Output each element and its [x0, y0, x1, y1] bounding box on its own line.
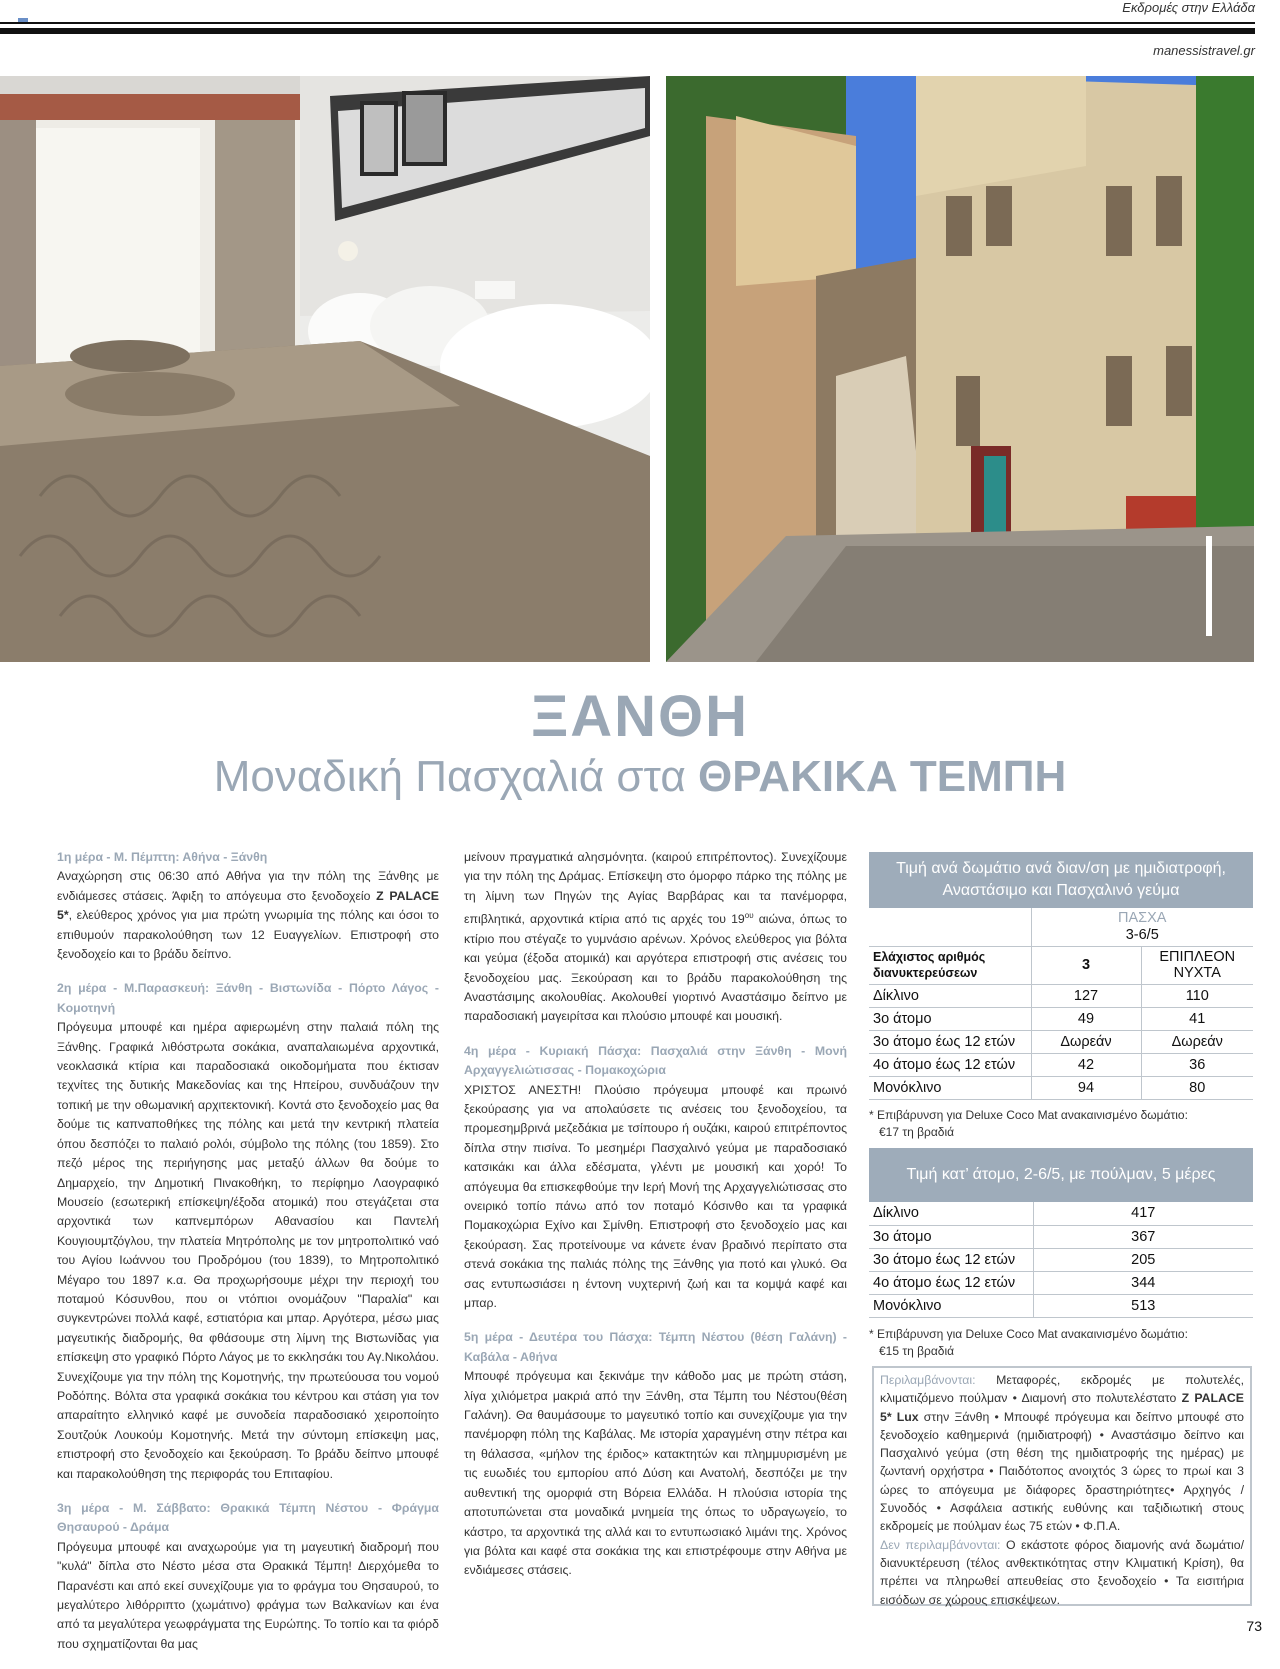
- extra-night-line1: ΕΠΙΠΛΕΟΝ: [1159, 949, 1236, 965]
- note-line2: €15 τη βραδιά: [879, 1344, 955, 1358]
- row-label: 3ο άτομο: [869, 1007, 1031, 1030]
- min-nights-value: 3: [1031, 946, 1141, 984]
- table-row: [869, 1076, 1253, 1099]
- header-rule-thick: [0, 28, 1255, 34]
- included-hotel: Z PALACE 5* Lux: [880, 1391, 1244, 1424]
- extra-night-header: [1141, 946, 1253, 984]
- row-extra: 80: [1141, 1076, 1253, 1099]
- row-label: 3ο άτομο: [869, 1225, 1033, 1248]
- row-label: 4ο άτομο έως 12 ετών: [869, 1271, 1033, 1294]
- table-row: [869, 1202, 1253, 1225]
- row-extra: 41: [1141, 1007, 1253, 1030]
- row-label: 3ο άτομο έως 12 ετών: [869, 1030, 1031, 1053]
- day-1-title: 1η μέρα - Μ. Πέμπτη: Αθήνα - Ξάνθη: [57, 850, 268, 864]
- day-1-text-b: , ελεύθερος χρόνος για μια πρώτη γνωριμία της πόλης και όσοι το επιθυμούν παρακολούθηση των 12 Ευαγγελίων. Επιστροφή στο ξενοδοχείο και το βράδυ δείπνο.: [57, 908, 439, 962]
- day-1-text-a: Αναχώρηση στις 06:30 από Αθήνα για την πόλη της Ξάνθης με ενδιάμεσες στάσεις. Άφιξη το απόγευμα στο ξενοδοχείο: [57, 869, 439, 903]
- price-table-room: [869, 852, 1253, 1100]
- note-line1: * Επιβάρυνση για Deluxe Coco Mat ανακαινισμένο δωμάτιο:: [869, 1108, 1188, 1122]
- section-title: Εκδρομές στην Ελλάδα: [1122, 0, 1255, 15]
- day-5-text: Μπουφέ πρόγευμα και ξεκινάμε την κάθοδο μας με πρώτη στάση, λίγα χιλιόμετρα μακριά από την Ξάνθη, στα Τέμπη του Νέστου(θέση Γαλάνη). Θα θαυμάσουμε το μαγευτικό τοπίο και συνεχίζουμε για την πανέμορφη πόλη της Καβάλας. Με ιστορία χαραγμένη στην πέτρα και τη θάλασσα, «μήλον της έριδος» κατακτητών και πλημμυρισμένη με τις ευωδιές του εμπορίου από Δύση και Ανατολή, δεσπόζει με την αυθεντική της ομορφιά στη Βόρεια Ελλάδα. Η πλούσια ιστορία της αποτυπώνεται στα μοναδικά μνημεία της όπως το υδραγωγείο, το κάστρο, τα αρχοντικά της αλλά και το εντυπωσιακό λιμάνι της. Χρόνος για βόλτα και καφέ στα σοκάκια της και επιστρέφουμε στην Αθήνα με ενδιάμεσες στάσεις.: [464, 1369, 847, 1578]
- day-3-text: Πρόγευμα μπουφέ και αναχωρούμε για τη μαγευτική διαδρομή που "κυλά" δίπλα στο Νέστο μέσα στα Θρακικά Τέμπη! Διερχόμεθα το Παρανέστι και από εκεί συνεχίζουμε για το φράγμα του Θησαυρού, το μεγαλύτερο λιθόρριπτο (χωμάτινο) φράγμα των Βαλκανίων και ένα από τα μεγαλύτερα γεωφράγματα της Ευρώπης. Το τοπίο και τα φιόρδ που σχηματίζονται θα μας: [57, 1539, 439, 1651]
- period-dates: 3-6/5: [1125, 926, 1159, 943]
- day-5-title: 5η μέρα - Δευτέρα του Πάσχα: Τέμπη Νέστου (θέση Γαλάνη) - Καβάλα - Αθήνα: [464, 1330, 847, 1364]
- row-label: 4ο άτομο έως 12 ετών: [869, 1053, 1031, 1076]
- row-price: 344: [1033, 1271, 1253, 1294]
- day-1-text: [57, 867, 439, 964]
- price-table-person: [869, 1148, 1253, 1318]
- included-text-b: στην Ξάνθη • Μπουφέ πρόγευμα και δείπνο μπουφέ στο ξενοδοχείο καθημερινά (ημιδιατροφή) • Αναστάσιμο δείπνο και Πασχαλινό γεύμα (στη θέση της ημιδιατροφής της ημέρας) με ζωντανή ορχήστρα • Παιδότοπος ανοιχτός 3 ώρες το πρωί και 3 ώρες το απόγευμα με διάφορες δραστηριότητες• Αρχηγός / Συνοδός • Ασφάλεια αστικής ευθύνης και ταξιδιωτική στους εκδρομείς με πούλμαν έως 75 ετών • Φ.Π.Α.: [880, 1409, 1244, 1534]
- not-included-text: Ο εκάστοτε φόρος διαμονής ανά δωμάτιο/διανυκτέρευση (τέλος ανθεκτικότητας στην Κλιματική Κρίση), θα πρέπει να πληρωθεί απευθείας στο ξενοδοχείο • Τα εισιτήρια εισόδων σε χώρους επισκέψεων.: [880, 1537, 1244, 1607]
- row-price: 513: [1033, 1294, 1253, 1317]
- included-box: [872, 1366, 1252, 1606]
- price-table-person-note: [869, 1326, 1253, 1360]
- price-table-room-heading-line1: Τιμή ανά δωμάτιο ανά διαν/ση με ημιδιατροφή,: [896, 860, 1226, 877]
- min-nights-label-line1: Ελάχιστος αριθμός: [873, 950, 986, 964]
- row-label: 3ο άτομο έως 12 ετών: [869, 1248, 1033, 1271]
- itinerary-column-1: [57, 848, 439, 1669]
- table-row: [869, 1030, 1253, 1053]
- day-2-text: Πρόγευμα μπουφέ και ημέρα αφιερωμένη στην παλαιά πόλη της Ξάνθης. Γραφικά λιθόστρωτα σοκάκια, αναπαλαιωμένα αρχοντικά, νεοκλασικά κτίρια και παραδοσιακά οικοδομήματα που έκτισαν τεχνίτες της δυτικής Μακεδονίας και της Ηπείρου, συνδυάζουν την τοπική με την οθωμανική αρχιτεκτονική. Κοντά στο ξενοδοχείο μας θα δούμε τις καπναποθήκες της πόλης και μετά την κεντρική πλατεία όπου δεσπόζει το παλαιό ρολόι, σύμβολο της πόλης (του 1859). Στο πεζό μέρος της περιήγησης μας μεταξύ άλλων θα δούμε το Δημαρχείο, την Δημοτική Πινακοθήκη, το περίφημο Λαογραφικό Μουσείο (εσωτερική επίσκεψη/έξοδα ατομικά) που στεγάζεται στα αρχοντικά των καπνεμπόρων Αθανασίου και Παντελή Κουγιουμτζόγλου, την πλατεία Μητρόπολης με τον μητροπολιτικό ναό του Αγίου Ιωάννου του Προδρόμου (του 1839), το Μητροπολιτικό Μέγαρο του 1897 κ.α. Θα προχωρήσουμε μέχρι την περιοχή του ποταμού Κόσυνθου, που οι ντόπιοι ονομάζουν "Παραλία" και συγκεντρώνει πολλά καφέ, εστιατόρια και μπαρ. Αργότερα, μέσω μιας μαγευτικής διαδρομής, θα φθάσουμε στη λίμνη της Βιστωνίδας για επίσκεψη στο γραφικό Πόρτο Λάγος με το εκκλησάκι του Αγ.Νικολάου. Συνεχίζουμε για την πόλη της Κομοτηνής, την πρωτεύουσα του νομού Ροδόπης. Βόλτα στα γραφικά σοκάκια του κέντρου και στάση για τον απαραίτητο ελληνικό καφέ με συνοδεία παραδοσιακό χειροποίητο Σουτζούκ Λουκούμ Κομοτηνής. Μετά την σύντομη επίσκεψη μας, επιστροφή στο ξενοδοχείο και ξεκούραση. Το βράδυ δείπνο μπουφέ και παρακολούθηση της περιφοράς του Επιταφίου.: [57, 1020, 439, 1481]
- header-rule-thin: [0, 22, 1255, 24]
- row-price: 367: [1033, 1225, 1253, 1248]
- day-4: [464, 1042, 847, 1314]
- included-text-a: Μεταφορές, εκδρομές με πολυτελές, κλιματιζόμενο πούλμαν • Διαμονή στο πολυτελέστατο: [880, 1373, 1244, 1406]
- day-3: [57, 1499, 439, 1654]
- day-5: [464, 1328, 847, 1580]
- row-price: 42: [1031, 1053, 1141, 1076]
- itinerary-column-2: [464, 848, 847, 1596]
- price-table-person-heading: Τιμή κατ’ άτομο, 2-6/5, με πούλμαν, 5 μέρες: [869, 1148, 1253, 1202]
- day-3-cont-b: αιώνα, όπως το κτίριο που στέγαζε το γυμνάσιο αρένων. Χρόνος ελεύθερος για βόλτα και γεύμα (έξοδα ατομικά) και αργότερα επιστροφή στις ανέσεις του ξενοδοχείου μας. Ξεκούραση και το βράδυ παρακολούθηση της Αναστάσιμης ακολουθίας. Ακολουθεί γιορτινό Αναστάσιμο δείπνο με παραδοσιακή μαγειρίτσα και πλούσιο μπουφέ και μουσική.: [464, 912, 847, 1024]
- price-table-room-heading: [869, 852, 1253, 908]
- page-subtitle: [0, 752, 1280, 802]
- row-price: 94: [1031, 1076, 1141, 1099]
- day-1-hotel: Z PALACE 5*: [57, 888, 440, 923]
- day-2: [57, 979, 439, 1484]
- table-row: [869, 1271, 1253, 1294]
- row-price: 417: [1033, 1202, 1253, 1225]
- hotel-room-photo: [0, 76, 650, 662]
- row-price: Δωρεάν: [1031, 1030, 1141, 1053]
- row-extra: 36: [1141, 1053, 1253, 1076]
- row-extra: 110: [1141, 984, 1253, 1007]
- day-3-continued: [464, 848, 847, 1027]
- extra-night-line2: ΝΥΧΤΑ: [1173, 965, 1221, 981]
- table-row: [869, 1248, 1253, 1271]
- row-extra: Δωρεάν: [1141, 1030, 1253, 1053]
- page-title: ΞΑΝΘΗ: [530, 684, 750, 749]
- min-nights-label: [869, 946, 1031, 984]
- table-row: [869, 1225, 1253, 1248]
- day-3-cont-a: μείνουν πραγματικά αλησμόνητα. (καιρού επιτρέποντος). Συνεχίζουμε για την πόλη της Δράμας. Επίσκεψη στο όμορφο πάρκο της πόλης με τη λίμνη των Πηγών της Αγίας Βαρβάρας και τα πανέμορφα, επιβλητικά, αρχοντικά κτίρια από τις αρχές του 19: [464, 850, 847, 927]
- table-row: [869, 1294, 1253, 1317]
- note-line1: * Επιβάρυνση για Deluxe Coco Mat ανακαινισμένο δωμάτιο:: [869, 1327, 1188, 1341]
- not-included-label: Δεν περιλαμβάνονται:: [880, 1537, 1001, 1552]
- day-3-title: 3η μέρα - Μ. Σάββατο: Θρακικά Τέμπη Νέστου - Φράγμα Θησαυρού - Δράμα: [57, 1501, 439, 1535]
- day-4-title: 4η μέρα - Κυριακή Πάσχα: Πασχαλιά στην Ξάνθη - Μονή Αρχαγγελιώτισσας - Πομακοχώρια: [464, 1043, 847, 1078]
- note-line2: €17 τη βραδιά: [879, 1125, 955, 1139]
- price-table-room-heading-line2: Αναστάσιμο και Πασχαλινό γεύμα: [942, 882, 1180, 899]
- site-url: manessistravel.gr: [1153, 43, 1255, 58]
- row-label: Δίκλινο: [869, 984, 1031, 1007]
- subtitle-light: Μοναδική Πασχαλιά στα: [213, 752, 698, 801]
- period-label: ΠΑΣΧΑ: [1118, 909, 1167, 926]
- row-label: Μονόκλινο: [869, 1076, 1031, 1099]
- row-price: 127: [1031, 984, 1141, 1007]
- included-label: Περιλαμβάνονται:: [880, 1373, 976, 1387]
- table-row: [869, 1053, 1253, 1076]
- day-3-cont-sup: ου: [744, 911, 754, 921]
- table-row: [869, 984, 1253, 1007]
- day-2-title: 2η μέρα - Μ.Παρασκευή: Ξάνθη - Βιστωνίδα - Πόρτο Λάγος - Κομοτηνή: [57, 981, 439, 1015]
- price-table-room-note: [869, 1107, 1253, 1141]
- page-number: 73: [1246, 1618, 1262, 1634]
- day-1: [57, 848, 439, 964]
- day-4-text: ΧΡΙΣΤΟΣ ΑΝΕΣΤΗ! Πλούσιο πρόγευμα μπουφέ και πρωινό ξεκούρασης για να απολαύσετε τις ανέσεις του ξενοδοχείου, τα προμεσημβρινά μεζεδάκια με τσίπουρο ή ουζάκι, καιρού επιτρέποντος δίπλα στην πισίνα. Το μεσημέρι Πασχαλινό γεύμα με παραδοσιακό κατσικάκι και άλλα εδέσματα, γλέντι με μουσική και χορό! Το απόγευμα θα επισκεφθούμε την Ιερή Μονή της Αρχαγγελιώτισσας στο ονειρικό τοπίο πάνω από τον ποταμό Κόσινθο και τα γραφικά Πομακοχώρια Εχίνο και Σμίνθη. Επιστροφή στο ξενοδοχείο μας και ξεκούραση. Σας προτείνουμε να κάνετε έναν βραδινό περίπατο στα στενά σοκάκια της παλιάς πόλης της Ξάνθης για ποτό και γλυκό. Θα σας εντυπωσιάσει η έντονη νυχτερινή ζωή και τα κομψά καφέ και μπαρ.: [464, 1082, 847, 1311]
- old-town-photo: [666, 76, 1254, 662]
- row-price: 205: [1033, 1248, 1253, 1271]
- min-nights-label-line2: διανυκτερεύσεων: [873, 966, 978, 980]
- table-row: [869, 1007, 1253, 1030]
- row-price: 49: [1031, 1007, 1141, 1030]
- subtitle-bold: ΘΡΑΚΙΚΑ ΤΕΜΠΗ: [697, 752, 1067, 801]
- day-3-text-continued: [464, 848, 847, 1027]
- row-label: Μονόκλινο: [869, 1294, 1033, 1317]
- row-label: Δίκλινο: [869, 1202, 1033, 1225]
